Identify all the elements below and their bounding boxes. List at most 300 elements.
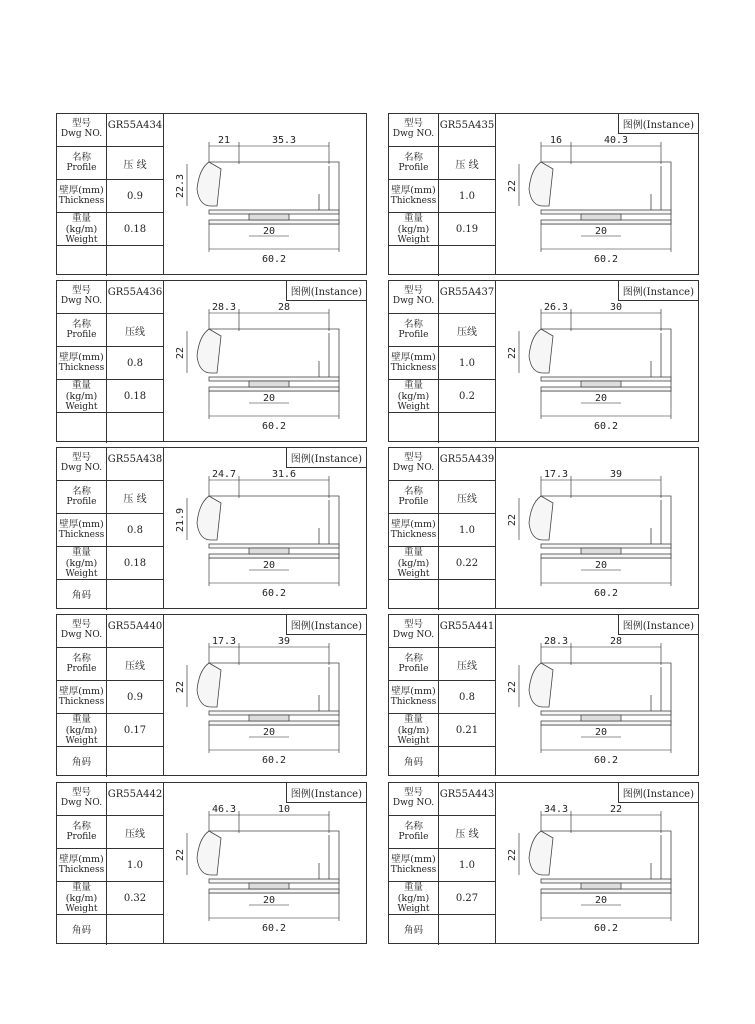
row-value (107, 547, 163, 579)
value-text: 0.22 (455, 557, 479, 569)
value-text: 压 线 (455, 828, 479, 840)
weight-row (389, 380, 495, 413)
label-cn: 壁厚(mm) (391, 519, 436, 530)
label-en: Profile (398, 497, 429, 507)
label-cn: 型号 (71, 619, 91, 630)
weight-row (57, 714, 163, 747)
row-label (57, 281, 107, 313)
profile-row (57, 648, 163, 681)
label-en: Profile (66, 330, 97, 340)
spec-table (389, 114, 496, 274)
dim-inner: 20 (594, 226, 608, 237)
instance-label: 图例(Instance) (618, 114, 698, 134)
thickness-row (389, 849, 495, 882)
profile-drawing-svg (169, 458, 359, 603)
corner-row (57, 413, 163, 443)
value-text: GR55A441 (439, 621, 495, 632)
dim-top-left: 21 (217, 135, 231, 146)
dim-inner: 20 (262, 226, 276, 237)
row-label (57, 547, 107, 579)
profile-drawing-svg (169, 793, 359, 938)
dwg-row (389, 783, 495, 816)
profile-row (57, 816, 163, 849)
row-label (57, 114, 107, 146)
row-value (107, 915, 163, 945)
base-rail (541, 889, 671, 893)
row-label (389, 347, 439, 379)
instance-label: 图例(Instance) (286, 615, 366, 635)
value-text: 压线 (457, 326, 477, 338)
row-value (107, 681, 163, 713)
row-label (57, 380, 107, 412)
label-cn: 名称 (71, 152, 91, 163)
label-cn: 壁厚(mm) (59, 185, 104, 196)
corner-row (389, 246, 495, 276)
row-label (389, 481, 439, 513)
thermal-break-strip (249, 883, 289, 889)
row-label (389, 246, 439, 276)
row-value (439, 783, 495, 815)
weight-row (389, 714, 495, 747)
row-value (107, 849, 163, 881)
glazing-bead-shape (197, 329, 221, 373)
corner-row (57, 747, 163, 777)
value-text: 0.18 (123, 557, 147, 569)
label-en: Dwg NO. (60, 129, 103, 139)
row-label (389, 882, 439, 914)
dim-total: 60.2 (593, 588, 619, 599)
row-label (389, 213, 439, 245)
dwg-row (57, 281, 163, 314)
spec-table (57, 615, 164, 775)
dim-total: 60.2 (593, 421, 619, 432)
label-cn: 名称 (71, 653, 91, 664)
profile-row (389, 147, 495, 180)
row-label (389, 648, 439, 680)
instance-label: 图例(Instance) (618, 783, 698, 803)
thermal-break-strip (581, 381, 621, 387)
profile-row (389, 481, 495, 514)
profile-drawing-svg (169, 625, 359, 770)
row-label (57, 580, 107, 610)
label-cn: 壁厚(mm) (391, 686, 436, 697)
label-cn: 名称 (403, 486, 423, 497)
row-value (107, 615, 163, 647)
value-text: 0.18 (123, 390, 147, 402)
dim-side: 22 (507, 346, 518, 360)
profile-card (56, 280, 367, 442)
instance-label: 图例(Instance) (618, 615, 698, 635)
row-label (389, 816, 439, 848)
label-cn: 角码 (403, 924, 423, 936)
label-en: Thickness (58, 530, 105, 540)
value-text: GR55A434 (107, 120, 163, 131)
row-label (389, 681, 439, 713)
thickness-row (57, 347, 163, 380)
row-value (439, 547, 495, 579)
profile-drawing (501, 458, 691, 603)
label-en: Profile (66, 664, 97, 674)
thickness-row (389, 347, 495, 380)
weight-row (389, 547, 495, 580)
spec-table (389, 281, 496, 441)
row-label (57, 747, 107, 777)
profile-card (56, 782, 367, 944)
row-value (439, 380, 495, 412)
row-value (107, 448, 163, 480)
thickness-row (57, 849, 163, 882)
row-value (107, 114, 163, 146)
dim-top-left: 34.3 (543, 804, 569, 815)
value-text: 0.18 (123, 223, 147, 235)
thermal-break-strip (581, 548, 621, 554)
dwg-row (389, 615, 495, 648)
dwg-row (57, 448, 163, 481)
thermal-break-strip (249, 548, 289, 554)
dim-total: 60.2 (593, 923, 619, 934)
row-label (57, 347, 107, 379)
glazing-bead-shape (529, 162, 553, 206)
row-value (107, 314, 163, 346)
value-text: 0.9 (127, 691, 143, 703)
instance-label: 图例(Instance) (286, 783, 366, 803)
row-value (439, 615, 495, 647)
dim-side: 22 (507, 179, 518, 193)
weight-row (389, 213, 495, 246)
value-text: 0.2 (459, 390, 475, 402)
value-text: 0.8 (459, 691, 475, 703)
spec-table (389, 783, 496, 943)
dim-inner: 20 (594, 727, 608, 738)
profile-drawing-svg (169, 291, 359, 436)
corner-row (57, 580, 163, 610)
label-cn: 重量(kg/m) (397, 713, 430, 736)
row-label (57, 816, 107, 848)
dim-top-right: 39 (609, 469, 623, 480)
label-en: Dwg NO. (60, 630, 103, 640)
thickness-row (389, 681, 495, 714)
base-rail (541, 210, 671, 214)
base-rail (209, 377, 339, 381)
label-cn: 型号 (403, 787, 423, 798)
dim-top-left: 26.3 (543, 302, 569, 313)
dim-side: 22.3 (175, 173, 186, 199)
row-label (57, 882, 107, 914)
label-en: Thickness (58, 697, 105, 707)
dim-top-left: 17.3 (211, 636, 237, 647)
glazing-bead-shape (529, 329, 553, 373)
row-label (57, 915, 107, 945)
spec-table (389, 448, 496, 608)
row-label (57, 648, 107, 680)
dim-top-right: 10 (277, 804, 291, 815)
label-en: Dwg NO. (392, 798, 435, 808)
row-value (107, 648, 163, 680)
value-text: 1.0 (459, 524, 475, 536)
label-cn: 壁厚(mm) (391, 352, 436, 363)
value-text: 压线 (125, 828, 145, 840)
base-rail (209, 711, 339, 715)
value-text: 1.0 (459, 190, 475, 202)
row-value (107, 147, 163, 179)
dim-inner: 20 (594, 393, 608, 404)
label-en: Thickness (390, 697, 437, 707)
value-text: GR55A440 (107, 621, 163, 632)
label-cn: 名称 (403, 653, 423, 664)
instance-label: 图例(Instance) (286, 448, 366, 468)
base-rail (541, 554, 671, 558)
label-en: Weight (397, 903, 430, 914)
value-text: GR55A442 (107, 789, 163, 800)
value-text: 0.8 (127, 524, 143, 536)
base-rail (209, 889, 339, 893)
value-text: 0.8 (127, 357, 143, 369)
dim-side: 22 (175, 848, 186, 862)
value-text: 压线 (457, 660, 477, 672)
dim-top-left: 17.3 (543, 469, 569, 480)
value-text: 1.0 (127, 859, 143, 871)
row-value (439, 681, 495, 713)
dim-top-left: 46.3 (211, 804, 237, 815)
label-cn: 角码 (71, 924, 91, 936)
weight-row (389, 882, 495, 915)
label-en: Profile (398, 832, 429, 842)
dim-top-right: 22 (609, 804, 623, 815)
row-label (57, 213, 107, 245)
dwg-row (389, 281, 495, 314)
row-label (389, 547, 439, 579)
dim-top-left: 28.3 (211, 302, 237, 313)
label-cn: 重量(kg/m) (65, 713, 98, 736)
row-label (389, 714, 439, 746)
corner-row (389, 413, 495, 443)
base-rail (541, 879, 671, 883)
spec-table (57, 281, 164, 441)
label-en: Dwg NO. (60, 798, 103, 808)
label-cn: 重量(kg/m) (397, 881, 430, 904)
row-value (107, 481, 163, 513)
weight-row (57, 882, 163, 915)
label-cn: 壁厚(mm) (391, 854, 436, 865)
label-en: Thickness (58, 363, 105, 373)
dim-total: 60.2 (261, 588, 287, 599)
profile-drawing (169, 625, 359, 770)
label-cn: 名称 (71, 319, 91, 330)
dim-side: 22 (507, 680, 518, 694)
row-value (439, 714, 495, 746)
dim-side: 22 (507, 848, 518, 862)
dim-total: 60.2 (261, 755, 287, 766)
dim-top-right: 31.6 (271, 469, 297, 480)
dim-inner: 20 (262, 560, 276, 571)
dwg-row (389, 448, 495, 481)
instance-label: 图例(Instance) (618, 281, 698, 301)
label-en: Profile (66, 832, 97, 842)
row-value (439, 448, 495, 480)
label-en: Weight (65, 568, 98, 579)
dim-top-right: 28 (277, 302, 291, 313)
profile-card (388, 614, 699, 776)
row-value (439, 816, 495, 848)
profile-row (389, 314, 495, 347)
dim-total: 60.2 (593, 254, 619, 265)
profile-drawing (501, 291, 691, 436)
profile-row (389, 816, 495, 849)
profile-card (56, 614, 367, 776)
row-label (389, 380, 439, 412)
label-en: Dwg NO. (392, 296, 435, 306)
profile-drawing-svg (169, 124, 359, 269)
label-cn: 名称 (403, 319, 423, 330)
row-value (439, 314, 495, 346)
dim-top-left: 24.7 (211, 469, 237, 480)
glazing-bead-shape (197, 831, 221, 875)
label-en: Weight (65, 735, 98, 746)
corner-row (389, 747, 495, 777)
label-en: Profile (398, 163, 429, 173)
value-text: 压 线 (123, 159, 147, 171)
label-en: Weight (65, 401, 98, 412)
base-rail (209, 879, 339, 883)
instance-label: 图例(Instance) (286, 281, 366, 301)
thickness-row (389, 180, 495, 213)
row-value (439, 648, 495, 680)
row-label (57, 246, 107, 276)
corner-row (389, 915, 495, 945)
profile-row (57, 147, 163, 180)
dim-inner: 20 (594, 560, 608, 571)
row-label (57, 849, 107, 881)
row-label (57, 714, 107, 746)
label-en: Thickness (390, 363, 437, 373)
value-text: 压线 (125, 326, 145, 338)
profile-card (56, 447, 367, 609)
label-en: Profile (398, 664, 429, 674)
corner-row (57, 246, 163, 276)
thickness-row (57, 180, 163, 213)
label-cn: 壁厚(mm) (391, 185, 436, 196)
label-cn: 角码 (71, 756, 91, 768)
weight-row (57, 547, 163, 580)
row-value (439, 147, 495, 179)
dim-side: 22 (507, 513, 518, 527)
profile-row (389, 648, 495, 681)
label-en: Thickness (390, 530, 437, 540)
row-value (107, 380, 163, 412)
row-value (439, 915, 495, 945)
thermal-break-strip (581, 214, 621, 220)
label-cn: 重量(kg/m) (397, 546, 430, 569)
label-cn: 型号 (71, 452, 91, 463)
base-rail (209, 721, 339, 725)
row-label (57, 413, 107, 443)
label-en: Weight (397, 401, 430, 412)
base-rail (541, 220, 671, 224)
label-cn: 名称 (71, 486, 91, 497)
dim-top-right: 35.3 (271, 135, 297, 146)
row-label (389, 180, 439, 212)
thickness-row (57, 514, 163, 547)
row-label (389, 849, 439, 881)
profile-card (388, 113, 699, 275)
dim-total: 60.2 (593, 755, 619, 766)
label-en: Thickness (58, 196, 105, 206)
value-text: 0.21 (455, 724, 479, 736)
base-rail (209, 554, 339, 558)
label-cn: 壁厚(mm) (59, 519, 104, 530)
label-cn: 重量(kg/m) (397, 379, 430, 402)
corner-row (389, 580, 495, 610)
row-label (57, 448, 107, 480)
dim-top-right: 30 (609, 302, 623, 313)
value-text: 0.17 (123, 724, 147, 736)
row-value (107, 714, 163, 746)
label-cn: 型号 (403, 118, 423, 129)
row-value (107, 246, 163, 276)
label-cn: 型号 (71, 787, 91, 798)
label-en: Profile (66, 497, 97, 507)
value-text: 0.32 (123, 892, 147, 904)
glazing-bead-shape (529, 663, 553, 707)
dwg-row (57, 615, 163, 648)
profile-drawing (169, 291, 359, 436)
row-label (389, 615, 439, 647)
value-text: 压 线 (455, 159, 479, 171)
base-rail (541, 544, 671, 548)
label-cn: 名称 (403, 152, 423, 163)
label-cn: 角码 (403, 756, 423, 768)
profile-card (388, 280, 699, 442)
row-label (389, 448, 439, 480)
row-value (107, 347, 163, 379)
row-value (439, 580, 495, 610)
dim-side: 22 (175, 346, 186, 360)
row-value (107, 213, 163, 245)
profile-drawing-svg (501, 124, 691, 269)
base-rail (541, 721, 671, 725)
label-cn: 型号 (403, 285, 423, 296)
value-text: 压线 (125, 660, 145, 672)
profile-card (388, 447, 699, 609)
profile-row (57, 314, 163, 347)
row-value (439, 246, 495, 276)
dim-total: 60.2 (261, 254, 287, 265)
weight-row (57, 213, 163, 246)
profile-drawing (169, 458, 359, 603)
value-text: GR55A438 (107, 454, 163, 465)
thermal-break-strip (581, 883, 621, 889)
label-en: Profile (66, 163, 97, 173)
dim-inner: 20 (594, 895, 608, 906)
profile-drawing (169, 793, 359, 938)
label-cn: 重量(kg/m) (65, 546, 98, 569)
label-en: Dwg NO. (60, 296, 103, 306)
base-rail (209, 220, 339, 224)
profile-drawing-svg (501, 793, 691, 938)
profile-drawing-svg (501, 458, 691, 603)
label-cn: 型号 (71, 118, 91, 129)
thermal-break-strip (249, 381, 289, 387)
row-label (389, 413, 439, 443)
row-value (439, 281, 495, 313)
value-text: 1.0 (459, 357, 475, 369)
spec-table (57, 783, 164, 943)
row-value (439, 882, 495, 914)
row-value (107, 816, 163, 848)
row-value (439, 347, 495, 379)
label-cn: 重量(kg/m) (65, 212, 98, 235)
label-cn: 重量(kg/m) (397, 212, 430, 235)
